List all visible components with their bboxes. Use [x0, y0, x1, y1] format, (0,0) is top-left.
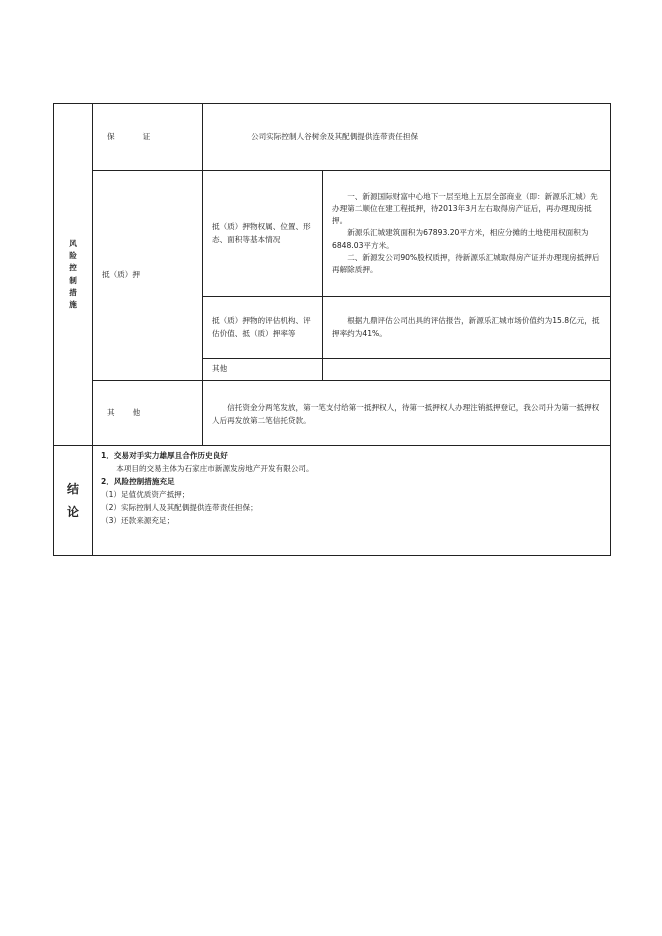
guarantee-label-a: 保 — [107, 131, 115, 141]
risk-title-char: 措 — [69, 287, 77, 297]
conclusion-title-char: 论 — [66, 504, 79, 519]
mortgage-property-para: 二、新源发公司90%股权质押，待新源乐汇城取得房产证并办理现房抵押后再解除质押。 — [332, 252, 600, 274]
risk-title-char: 制 — [69, 275, 77, 285]
risk-title-char: 风 — [69, 239, 77, 249]
other-label-a: 其 — [107, 407, 115, 417]
mortgage-property-label: 抵（质）押物权属、位置、形态、面积等基本情况 — [203, 171, 323, 297]
mortgage-label: 抵（质）押 — [93, 171, 203, 381]
risk-title-char: 施 — [69, 299, 77, 309]
other-label-b: 他 — [132, 407, 141, 417]
conclusion-item: （1）足值优质资产抵押； — [101, 490, 190, 500]
risk-title-char: 险 — [69, 251, 77, 261]
guarantee-label — [93, 104, 203, 171]
risk-control-table — [53, 103, 611, 556]
mortgage-property-para: 一、新源国际财富中心地下一层至地上五层全部商业（即：新源乐汇城）先办理第二顺位在建工程抵押，待2013年3月左右取得房产证后，再办理现房抵押。 — [332, 192, 598, 226]
mortgage-property-details — [323, 171, 611, 297]
mortgage-property-para: 新源乐汇城建筑面积为67893.20平方米，相应分摊的土地使用权面积为6848.03平方米。 — [332, 228, 589, 250]
guarantee-text: 公司实际控制人谷树余及其配偶提供连带责任担保 — [203, 104, 611, 171]
other-text — [203, 381, 611, 446]
other-label — [93, 381, 203, 446]
conclusion-item: （2）实际控制人及其配偶提供连带责任担保； — [101, 503, 258, 513]
mortgage-other-label: 其他 — [203, 359, 323, 381]
other-text-para: 信托资金分两笔发放，第一笔支付给第一抵押权人，待第一抵押权人办理注销抵押登记，我公司升为第一抵押权人后再发放第二笔信托贷款。 — [212, 403, 600, 425]
conclusion-title-char: 结 — [66, 481, 79, 496]
risk-title-char: 控 — [69, 263, 77, 273]
mortgage-valuation-details — [323, 297, 611, 359]
conclusion-text-1: 本项目的交易主体为石家庄市新源发房地产开发有限公司。 — [116, 464, 314, 474]
mortgage-valuation-label: 抵（质）押物的评估机构、评估价值、抵（质）押率等 — [203, 297, 323, 359]
mortgage-other-details — [323, 359, 611, 381]
conclusion-section-title — [54, 446, 93, 556]
conclusion-heading-1: 1．交易对手实力雄厚且合作历史良好 — [101, 451, 228, 460]
conclusion-heading-2: 2．风险控制措施充足 — [101, 477, 175, 487]
conclusion-item: （3）还款来源充足； — [101, 516, 175, 526]
mortgage-valuation-para: 根据九鼎评估公司出具的评估报告，新源乐汇城市场价值约为15.8亿元，抵押率约为41%。 — [332, 316, 600, 338]
risk-control-section-title — [54, 104, 93, 446]
guarantee-label-b: 证 — [142, 131, 151, 141]
conclusion-content — [93, 446, 611, 556]
